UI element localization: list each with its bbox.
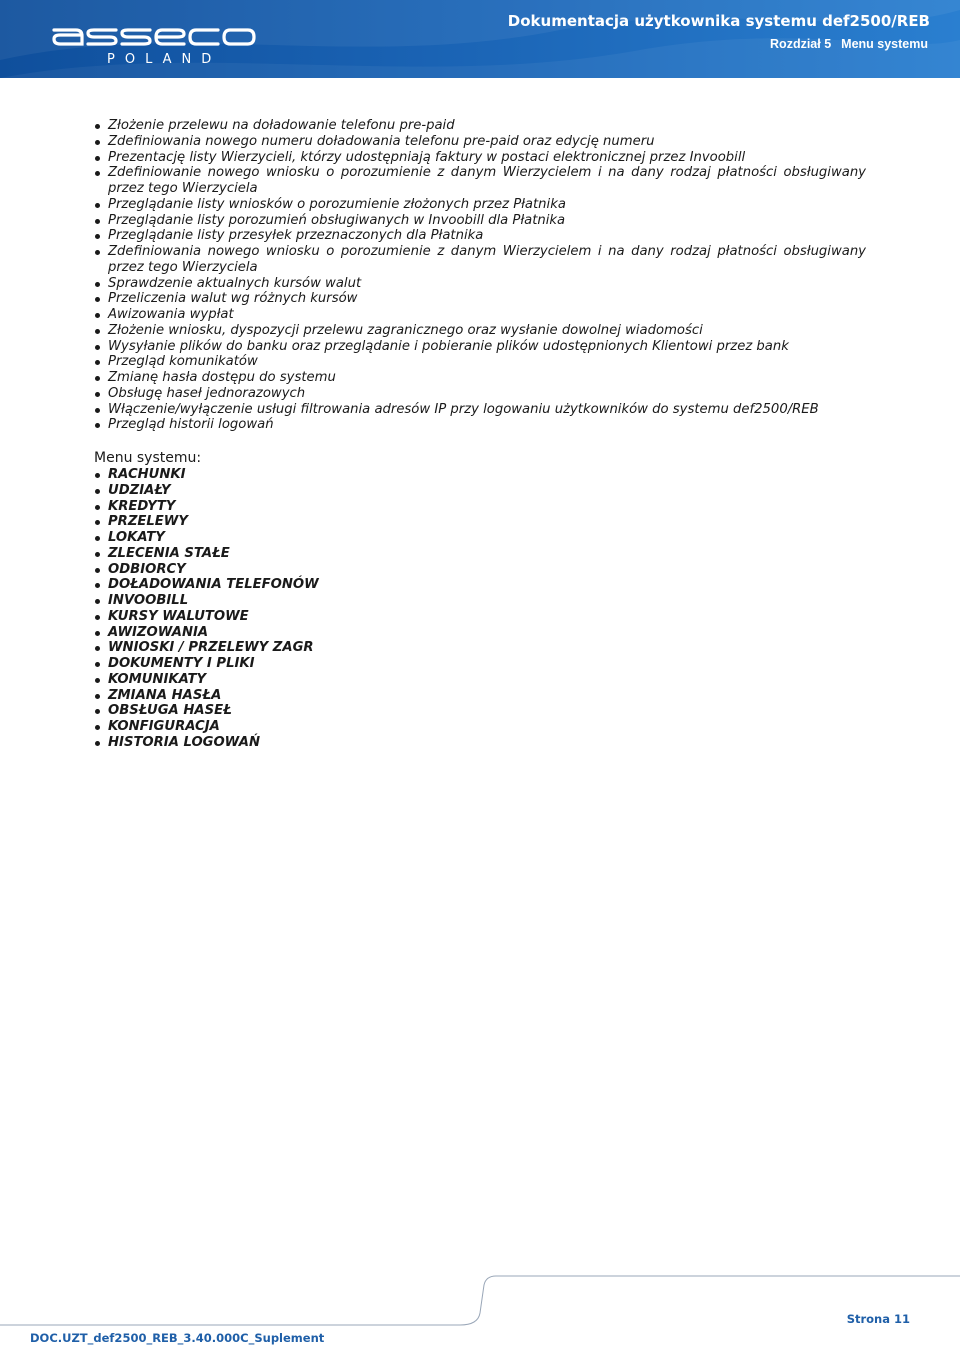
asseco-wordmark-icon: [50, 22, 260, 50]
list-item: Prezentację listy Wierzycieli, którzy udostępniają faktury w postaci elektronicznej przez Invoobill: [94, 150, 866, 166]
menu-item: ZLECENIA STAŁE: [94, 546, 866, 562]
menu-item: RACHUNKI: [94, 467, 866, 483]
menu-item: ODBIORCY: [94, 562, 866, 578]
menu-item: DOŁADOWANIA TELEFONÓW: [94, 577, 866, 593]
menu-item: HISTORIA LOGOWAŃ: [94, 735, 866, 751]
document-title: Dokumentacja użytkownika systemu def2500/REB: [507, 12, 930, 30]
menu-item: PRZELEWY: [94, 514, 866, 530]
menu-item: OBSŁUGA HASEŁ: [94, 703, 866, 719]
menu-item: WNIOSKI / PRZELEWY ZAGR: [94, 640, 866, 656]
list-item: Obsługę haseł jednorazowych: [94, 386, 866, 402]
page-number: Strona 11: [846, 1312, 910, 1326]
menu-item: AWIZOWANIA: [94, 625, 866, 641]
chapter-number: Rozdział 5: [770, 37, 832, 51]
list-item: Zdefiniowania nowego wniosku o porozumienie z danym Wierzycielem i na dany rodzaj płatności obsługiwany przez tego Wierzyciela: [94, 244, 866, 276]
page-header: [0, 0, 960, 78]
list-item: Przeliczenia walut wg różnych kursów: [94, 291, 866, 307]
list-item: Przeglądanie listy przesyłek przeznaczonych dla Płatnika: [94, 228, 866, 244]
feature-list: [94, 118, 866, 433]
list-item: Przegląd komunikatów: [94, 354, 866, 370]
menu-item: KOMUNIKATY: [94, 672, 866, 688]
menu-item: INVOOBILL: [94, 593, 866, 609]
menu-heading: Menu systemu:: [94, 450, 202, 466]
list-item: Awizowania wypłat: [94, 307, 866, 323]
list-item: Zdefiniowanie nowego wniosku o porozumienie z danym Wierzycielem i na dany rodzaj płatności obsługiwany przez tego Wierzyciela: [94, 165, 866, 197]
list-item: Włączenie/wyłączenie usługi filtrowania adresów IP przy logowaniu użytkowników do systemu def2500/REB: [94, 402, 866, 418]
list-item: Zmianę hasła dostępu do systemu: [94, 370, 866, 386]
menu-item: LOKATY: [94, 530, 866, 546]
menu-item: UDZIAŁY: [94, 483, 866, 499]
list-item: Wysyłanie plików do banku oraz przeglądanie i pobieranie plików udostępnionych Klientowi przez bank: [94, 339, 866, 355]
menu-item: ZMIANA HASŁA: [94, 688, 866, 704]
document-body: [94, 118, 866, 751]
list-item: Przeglądanie listy wniosków o porozumienie złożonych przez Płatnika: [94, 197, 866, 213]
menu-item: KREDYTY: [94, 499, 866, 515]
chapter-info: [770, 37, 928, 51]
menu-item: DOKUMENTY I PLIKI: [94, 656, 866, 672]
logo-subtitle: POLAND: [107, 52, 222, 67]
list-item: Złożenie przelewu na doładowanie telefonu pre-paid: [94, 118, 866, 134]
chapter-name: Menu systemu: [841, 37, 928, 51]
menu-item: KURSY WALUTOWE: [94, 609, 866, 625]
list-item: Przeglądanie listy porozumień obsługiwanych w Invoobill dla Płatnika: [94, 213, 866, 229]
asseco-logo: [50, 22, 260, 66]
document-code: DOC.UZT_def2500_REB_3.40.000C_Suplement: [30, 1331, 325, 1345]
list-item: Sprawdzenie aktualnych kursów walut: [94, 276, 866, 292]
list-item: Zdefiniowania nowego numeru doładowania telefonu pre-paid oraz edycję numeru: [94, 134, 866, 150]
menu-item: KONFIGURACJA: [94, 719, 866, 735]
list-item: Przegląd historii logowań: [94, 417, 866, 433]
list-item: Złożenie wniosku, dyspozycji przelewu zagranicznego oraz wysłanie dowolnej wiadomości: [94, 323, 866, 339]
menu-list: [94, 467, 866, 751]
